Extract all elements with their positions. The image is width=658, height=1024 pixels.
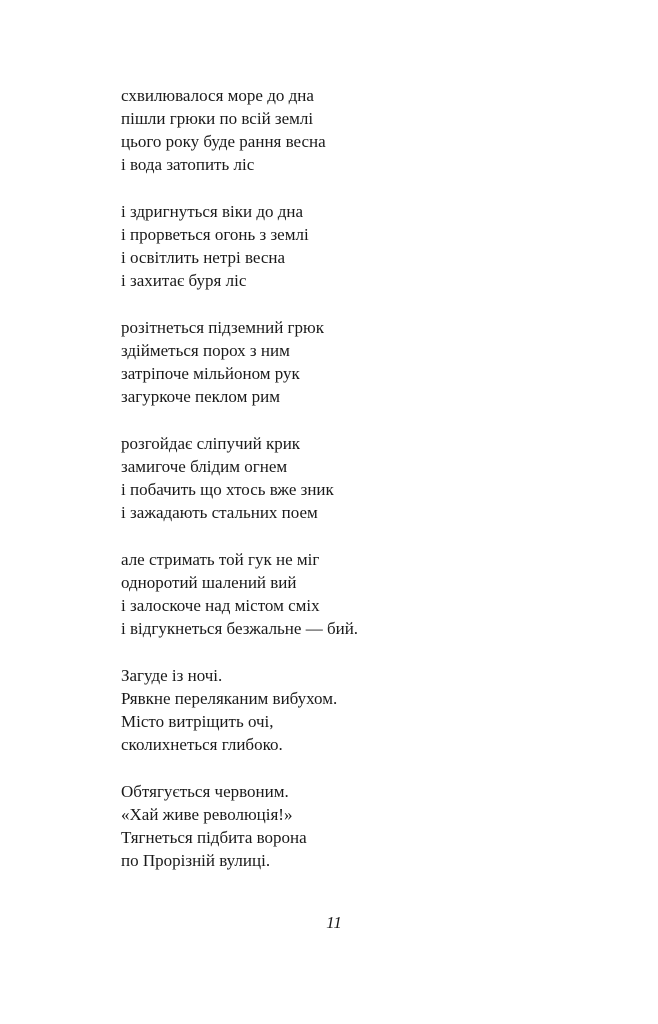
poem-line: цього року буде рання весна	[121, 132, 326, 151]
poem-line: «Хай живе революція!»	[121, 805, 293, 824]
poem-line: затріпоче мільйоном рук	[121, 364, 300, 383]
poem-line: і залоскоче над містом сміх	[121, 596, 320, 615]
poem-line: схвилювалося море до дна	[121, 86, 314, 105]
poem-line: і вода затопить ліс	[121, 155, 255, 174]
poem-line: Тягнеться підбита ворона	[121, 828, 307, 847]
stanza-6	[121, 664, 541, 756]
poem-line: і зажадають стальних поем	[121, 503, 318, 522]
poem-line: по Прорізній вулиці.	[121, 851, 271, 870]
page-number: 11	[326, 913, 342, 932]
poem-line: пішли грюки по всій землі	[121, 109, 314, 128]
poem-line: Рявкне переляканим вибухом.	[121, 689, 338, 708]
poem-line: і прорветься огонь з землі	[121, 225, 309, 244]
poem-line: і відгукнеться безжальне — бий.	[121, 619, 359, 638]
poem-line: Загуде із ночі.	[121, 666, 223, 685]
poem-line: і освітлить нетрі весна	[121, 248, 286, 267]
poem-line: Обтягується червоним.	[121, 782, 289, 801]
poem-line: розітнеться підземний грюк	[121, 318, 324, 337]
poem-line: і побачить що хтось вже зник	[121, 480, 334, 499]
stanza-7	[121, 780, 541, 872]
poem-line: розгойдає сліпучий крик	[121, 434, 301, 453]
poem-body	[121, 84, 541, 896]
poem-line: одноротий шалений вий	[121, 573, 297, 592]
poem-line: здійметься порох з ним	[121, 341, 290, 360]
poem-line: загуркоче пеклом рим	[121, 387, 280, 406]
poem-line: і захитає буря ліс	[121, 271, 247, 290]
stanza-2	[121, 200, 541, 292]
poem-line: Місто витріщить очі,	[121, 712, 274, 731]
poem-line: але стримать той гук не міг	[121, 550, 320, 569]
poem-line: сколихнеться глибоко.	[121, 735, 283, 754]
poem-line: замигоче блідим огнем	[121, 457, 288, 476]
stanza-3	[121, 316, 541, 408]
stanza-5	[121, 548, 541, 640]
stanza-1	[121, 84, 541, 176]
stanza-4	[121, 432, 541, 524]
poem-line: і здригнуться віки до дна	[121, 202, 304, 221]
